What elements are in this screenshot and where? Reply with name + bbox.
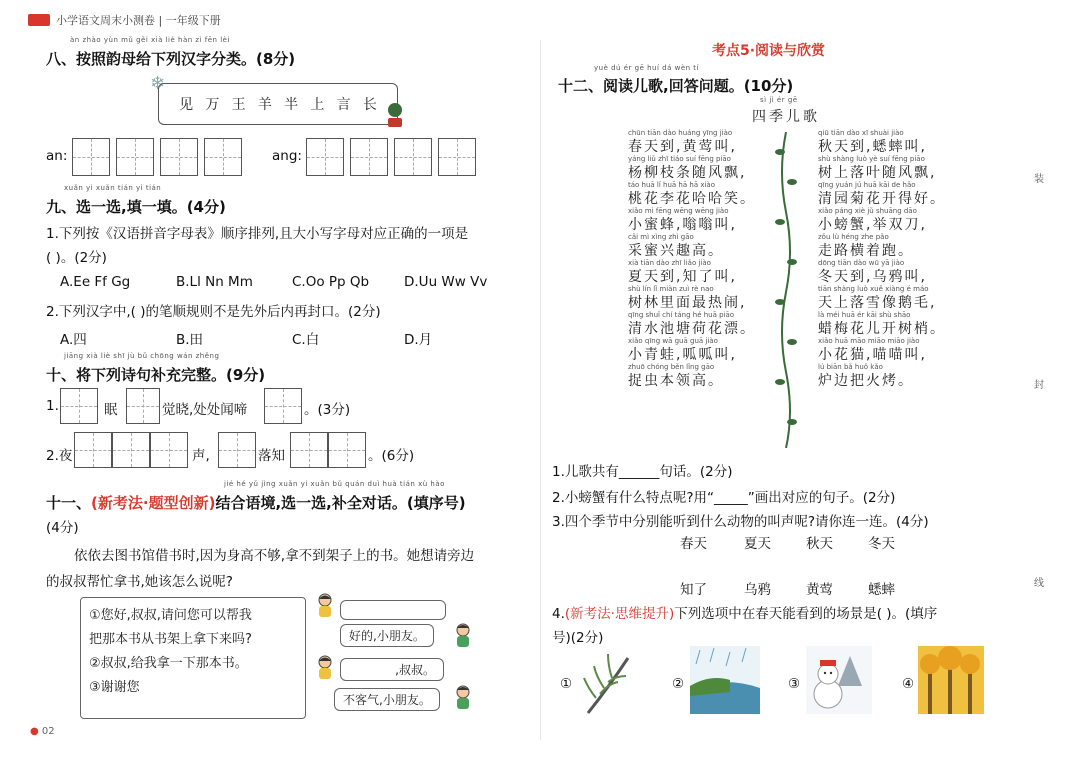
page-number — [30, 726, 55, 737]
answer-box[interactable] — [160, 138, 198, 176]
q10-l2-boxes2 — [218, 432, 256, 468]
q12-sub1: 1.儿歌共有______句话。(2分) — [552, 464, 733, 480]
q12-sub4-cont: 号)(2分) — [552, 630, 604, 646]
poem-title-pinyin: sì jì ér gē — [760, 96, 798, 104]
man-avatar-icon — [452, 622, 474, 652]
q12-sub4 — [552, 602, 937, 622]
q10-l2-boxes3 — [290, 432, 366, 468]
answer-box[interactable] — [204, 138, 242, 176]
q11-title — [46, 492, 466, 513]
q11-title-prefix: 十一、 — [46, 494, 92, 512]
section-title-text: 考点5·阅读与欣赏 — [712, 43, 826, 59]
poem-line: qīng yuán jú huā kāi de hǎo 清园菊花开得好。 — [818, 181, 946, 207]
answer-box[interactable] — [150, 432, 188, 468]
q11-title-text: 结合语境,选一选,补全对话。(填序号) — [215, 494, 466, 512]
animal-crow[interactable]: 乌鸦 — [744, 582, 771, 598]
poem-line: xiǎo qīng wā guā guā jiào 小青蛙,呱呱叫, — [628, 337, 737, 363]
q11-para2: 的叔叔帮忙拿书,她该怎么说呢? — [46, 574, 233, 590]
answer-box[interactable] — [438, 138, 476, 176]
q9-s2-option-c[interactable]: C.白 — [292, 332, 320, 348]
page-bullet-icon: ● — [30, 726, 39, 737]
q9-s1-option-c[interactable]: C.Oo Pp Qb — [292, 274, 370, 290]
q10-l1-d: 。(3分) — [304, 402, 351, 418]
q11-blank-bubble-1[interactable] — [340, 600, 446, 620]
q10-l1-b: 眠 — [104, 402, 118, 418]
word: 万 — [205, 97, 220, 113]
word: 羊 — [257, 97, 272, 113]
q10-l1-boxes — [60, 388, 98, 424]
q11-bubble-1: 好的,小朋友。 — [340, 624, 434, 647]
q10-l2-d: 。(6分) — [368, 448, 415, 464]
pic-label-1: ① — [560, 676, 573, 692]
snowflake-icon: ❄ — [150, 73, 166, 94]
poem-line: qīng shuǐ chí táng hé huā piāo 清水池塘荷花漂。 — [628, 311, 756, 337]
header-title: 小学语文周末小测卷 | 一年级下册 — [56, 14, 221, 27]
margin-mark-2: 封 — [1034, 380, 1044, 391]
q10-l1-a: 1. — [46, 398, 59, 414]
season-spring[interactable]: 春天 — [680, 536, 707, 552]
q10-l2-a: 2.夜 — [46, 448, 73, 464]
q10-l1-c: 觉晓,处处闻啼 — [162, 402, 248, 418]
poem-line: qiū tiān dào xī shuài jiào 秋天到,蟋蟀叫, — [818, 129, 927, 155]
q8-pinyin: àn zhào yùn mǔ gěi xià liè hàn zì fēn lèi — [70, 36, 230, 44]
poem-line: là méi huā ér kāi shù shāo 蜡梅花儿开树梢。 — [818, 311, 946, 337]
pic-label-4: ④ — [902, 676, 915, 692]
man-avatar-icon-2 — [452, 684, 474, 714]
poem-line: xiǎo páng xiè jǔ shuāng dāo 小螃蟹,举双刀, — [818, 207, 927, 233]
q8-label-ang: ang: — [272, 148, 302, 164]
word: 王 — [231, 97, 246, 113]
answer-box[interactable] — [72, 138, 110, 176]
poem-left-column — [628, 130, 778, 390]
q9-s1-text2: ( )。(2分) — [46, 250, 107, 266]
poem-title: 四季儿歌 — [752, 109, 820, 125]
q11-score: (4分) — [46, 520, 79, 536]
q10-pinyin: jiāng xià liè shī jù bǔ chōng wán zhěng — [64, 352, 220, 360]
poem-line: chūn tiān dào huáng yīng jiào 春天到,黄莺叫, — [628, 129, 737, 155]
poem-line: tiān shàng luò xuě xiàng é máo 天上落雪像鹅毛, — [818, 285, 937, 311]
q11-options-box — [80, 597, 306, 719]
brand-logo-icon — [28, 14, 50, 26]
q9-s2-option-a[interactable]: A.四 — [60, 332, 87, 348]
q8-title: 八、按照韵母给下列汉字分类。(8分) — [46, 50, 296, 68]
word: 半 — [284, 97, 299, 113]
q9-s2-text: 2.下列汉字中,( )的笔顺规则不是先外后内再封口。(2分) — [46, 304, 381, 320]
answer-box[interactable] — [74, 432, 112, 468]
vine-decoration-icon — [774, 132, 798, 448]
answer-box[interactable] — [290, 432, 328, 468]
q9-s2-option-d[interactable]: D.月 — [404, 332, 433, 348]
answer-box[interactable] — [112, 432, 150, 468]
answer-box[interactable] — [350, 138, 388, 176]
q10-l2-b: 声, — [192, 448, 210, 464]
poem-line: shù lín lǐ miàn zuì rè nao 树林里面最热闹, — [628, 285, 747, 311]
pic-label-3: ③ — [788, 676, 801, 692]
animal-cicada[interactable]: 知了 — [680, 582, 707, 598]
poem-line: yáng liǔ zhī tiáo suí fēng piāo 杨柳枝条随风飘, — [628, 155, 747, 181]
poem-line: xiǎo mì fēng wēng wēng jiào 小蜜蜂,嗡嗡叫, — [628, 207, 737, 233]
willow-picture-icon[interactable] — [578, 648, 642, 722]
q12-sub2: 2.小螃蟹有什么特点呢?用“_____”画出对应的句子。(2分) — [552, 490, 896, 506]
animal-oriole[interactable]: 黄莺 — [806, 582, 833, 598]
answer-box[interactable] — [60, 388, 98, 424]
poem-line: táo huā lǐ huā hā hā xiào 桃花李花哈哈笑。 — [628, 181, 756, 207]
q12-title: 十二、阅读儿歌,回答问题。(10分) — [558, 77, 794, 95]
q10-l2-boxes — [74, 432, 188, 468]
q11-option-3: ③谢谢您 — [89, 680, 140, 695]
autumn-trees-picture-icon[interactable] — [918, 646, 984, 718]
word: 见 — [179, 97, 194, 113]
animal-cricket[interactable]: 蟋蟀 — [868, 582, 895, 598]
q9-s1-option-b[interactable]: B.Ll Nn Mm — [176, 274, 253, 290]
rain-river-picture-icon[interactable] — [690, 646, 760, 718]
season-winter[interactable]: 冬天 — [868, 536, 895, 552]
q8-an-boxes — [72, 138, 242, 176]
season-autumn[interactable]: 秋天 — [806, 536, 833, 552]
answer-box[interactable] — [306, 138, 344, 176]
margin-mark-1: 装 — [1034, 174, 1044, 185]
q10-l1-box2 — [126, 388, 160, 424]
q8-label-an: an: — [46, 148, 68, 164]
q11-tag: (新考法·题型创新) — [91, 494, 216, 512]
q11-pinyin: jié hé yǔ jìng xuǎn yi xuǎn bǔ quán duì huà tián xù hào — [224, 480, 445, 488]
answer-box[interactable] — [394, 138, 432, 176]
answer-box[interactable] — [264, 388, 302, 424]
q9-pinyin: xuǎn yi xuǎn tián yi tián — [64, 184, 162, 192]
q9-s2-option-b[interactable]: B.田 — [176, 332, 204, 348]
q9-s1-text: 1.下列按《汉语拼音字母表》顺序排列,且大小写字母对应正确的一项是 — [46, 226, 469, 242]
q9-s1-option-a[interactable]: A.Ee Ff Gg — [60, 274, 131, 290]
q12-pinyin: yuè dú ér gē huí dá wèn tí — [594, 64, 699, 72]
poem-line: shù shàng luò yè suí fēng piāo 树上落叶随风飘, — [818, 155, 937, 181]
answer-box[interactable] — [116, 138, 154, 176]
q9-title: 九、选一选,填一填。(4分) — [46, 198, 226, 216]
q11-option-1b: 把那本书从书架上拿下来吗? — [89, 632, 252, 647]
poem-line: dōng tiān dào wū yā jiào 冬天到,乌鸦叫, — [818, 259, 927, 285]
right-section-title — [712, 40, 825, 60]
pic-label-2: ② — [672, 676, 685, 692]
q11-bubble-2[interactable]: ,叔叔。 — [340, 658, 444, 681]
poem-line: xiǎo huā māo miāo miāo jiào 小花猫,喵喵叫, — [818, 337, 927, 363]
snowman-picture-icon[interactable] — [806, 646, 872, 718]
page-number-text: 02 — [41, 726, 55, 737]
q8-word-box — [158, 83, 398, 125]
word: 长 — [362, 97, 377, 113]
plant-decoration-icon — [382, 100, 408, 130]
answer-box[interactable] — [328, 432, 366, 468]
q10-title: 十、将下列诗句补充完整。(9分) — [46, 366, 266, 384]
sub4-tag: (新考法·思维提升) — [564, 606, 675, 622]
q11-option-1a: ①您好,叔叔,请问您可以帮我 — [89, 608, 252, 623]
q11-option-2: ②叔叔,给我拿一下那本书。 — [89, 656, 248, 671]
girl-avatar-icon-2 — [314, 654, 336, 684]
q11-para1: 依依去图书馆借书时,因为身高不够,拿不到架子上的书。她想请旁边 — [74, 548, 475, 564]
q11-bubble-3: 不客气,小朋友。 — [334, 688, 440, 711]
q12-sub3: 3.四个季节中分别能听到什么动物的叫声呢?请你连一连。(4分) — [552, 514, 929, 530]
answer-box[interactable] — [126, 388, 160, 424]
season-summer[interactable]: 夏天 — [744, 536, 771, 552]
q10-l2-c: 落知 — [258, 448, 285, 464]
poem-line: zhuō chóng běn lǐng gāo 捉虫本领高。 — [628, 363, 724, 389]
q10-l1-box3 — [264, 388, 302, 424]
margin-mark-3: 线 — [1034, 578, 1044, 589]
poem-line: cǎi mì xìng zhì gāo 采蜜兴趣高。 — [628, 233, 724, 259]
word: 言 — [336, 97, 351, 113]
poem-line: zǒu lù héng zhe pǎo 走路横着跑。 — [818, 233, 914, 259]
answer-box[interactable] — [218, 432, 256, 468]
page-header — [28, 12, 221, 28]
q8-ang-boxes — [306, 138, 476, 176]
q9-s1-option-d[interactable]: D.Uu Ww Vv — [404, 274, 488, 290]
word: 上 — [310, 97, 325, 113]
poem-line: lú biān bǎ huǒ kǎo 炉边把火烤。 — [818, 363, 914, 389]
page-divider — [540, 40, 541, 740]
sub4-prefix: 4. — [552, 606, 565, 622]
sub4-text: 下列选项中在春天能看到的场景是( )。(填序 — [674, 606, 938, 622]
girl-avatar-icon — [314, 592, 336, 622]
poem-line: xià tiān dào zhī liǎo jiào 夏天到,知了叫, — [628, 259, 737, 285]
poem-right-column — [818, 130, 968, 390]
